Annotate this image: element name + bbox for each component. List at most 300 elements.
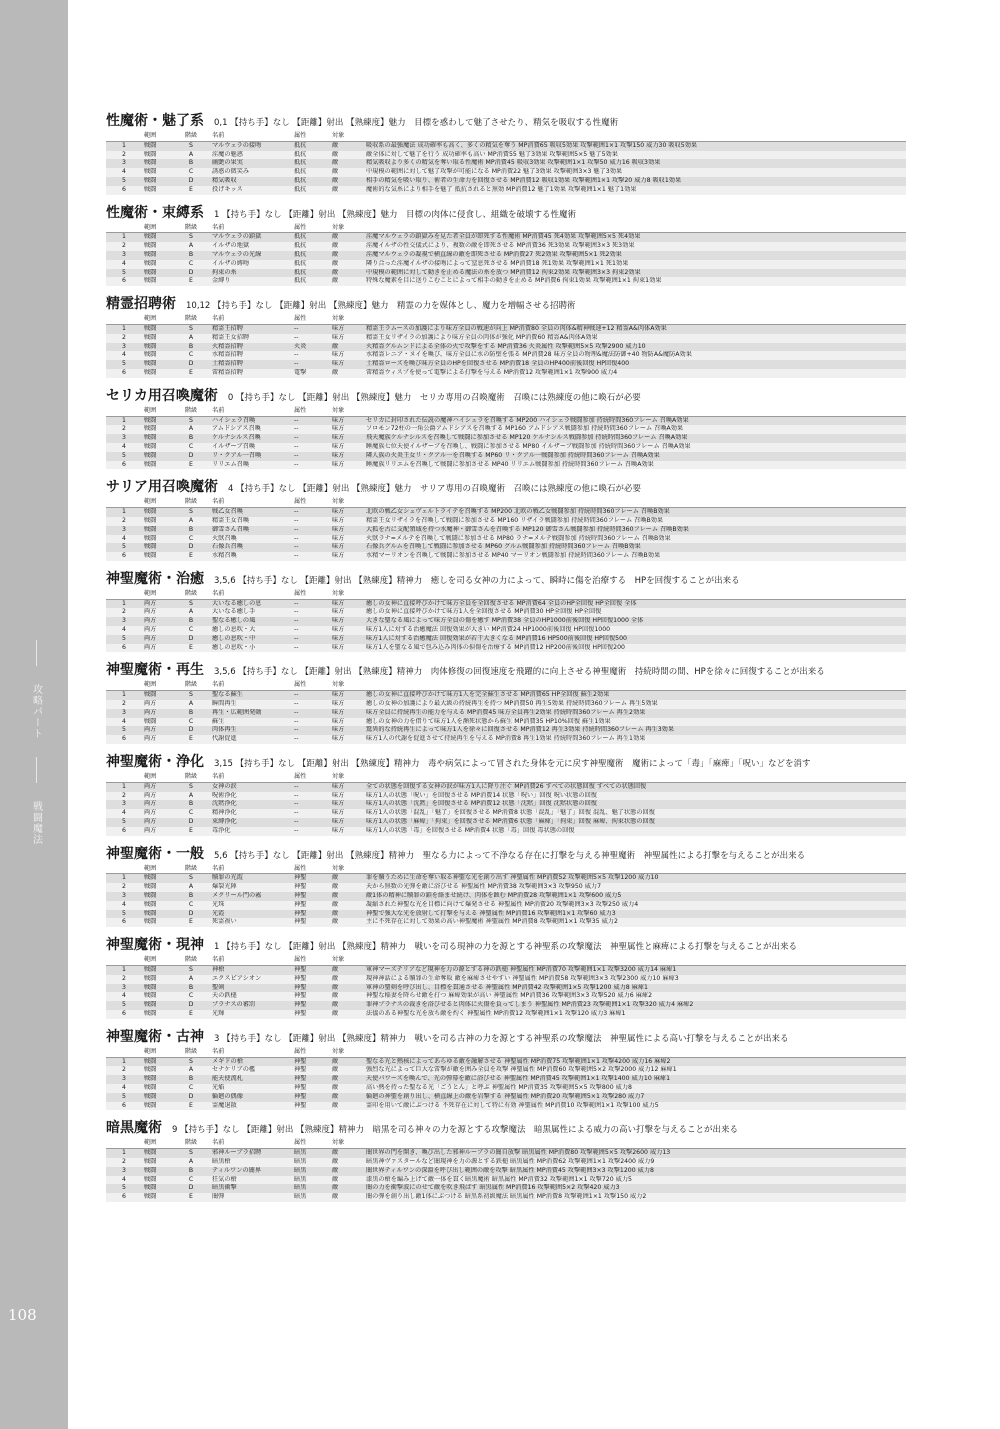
section-info: 0,1 【持ち手】なし 【距離】射出 【熟練度】魅力 目標を惑わして魅了させたり、精気を吸収する性魔術	[214, 118, 619, 128]
cell-name: 死霊祓い	[210, 918, 292, 927]
cell-desc: 強烈な光によって巨大な雷撃が敵を囲み全員を攻撃 神聖属性 MP消費60 攻撃範囲5×2 攻撃2000 威力12 麻痺1	[364, 1066, 906, 1075]
table-row	[106, 1084, 906, 1093]
cell-range: 戦闘	[142, 242, 172, 251]
cell-rank: E	[172, 369, 210, 378]
cell-range: 両方	[142, 644, 172, 653]
section-header	[106, 476, 906, 498]
cell-rank: S	[172, 233, 210, 242]
cell-range: 戦闘	[142, 269, 172, 278]
cell-no: 1	[106, 691, 142, 700]
cell-attr: --	[292, 461, 330, 470]
cell-range: 戦闘	[142, 1057, 172, 1066]
column-header-rank: 階級	[172, 407, 210, 416]
cell-name: ケルナシルス召喚	[210, 434, 292, 443]
cell-rank: S	[172, 416, 210, 425]
skill-tables	[106, 110, 906, 1209]
column-header-attr: 属性	[292, 498, 330, 507]
cell-attr: --	[292, 709, 330, 718]
cell-range: 戦闘	[142, 901, 172, 910]
cell-attr: --	[292, 599, 330, 608]
cell-name: 幽艶の果実	[210, 159, 292, 168]
cell-desc: 火獣ラナ=メルテを召喚して戦闘に参加させる MP80 ラナ=メルテ戦闘参加 持続時間360フレーム 召喚B効果	[364, 535, 906, 544]
cell-name: イルザの地獄	[210, 242, 292, 251]
cell-rank: A	[172, 608, 210, 617]
cell-rank: S	[172, 599, 210, 608]
cell-target: 敵	[330, 1075, 364, 1084]
cell-name: 火精霊招聘	[210, 343, 292, 352]
column-header-rank: 階級	[172, 681, 210, 690]
cell-name: 天の鉄槌	[210, 992, 292, 1001]
cell-attr: 神聖	[292, 883, 330, 892]
cell-rank: D	[172, 910, 210, 919]
cell-range: 戦闘	[142, 351, 172, 360]
cell-target: 敵	[330, 1176, 364, 1185]
cell-target: 敵	[330, 343, 364, 352]
cell-name: ティルワンの闇界	[210, 1167, 292, 1176]
cell-target: 敵	[330, 966, 364, 975]
cell-target: 味方	[330, 626, 364, 635]
cell-no: 6	[106, 552, 142, 561]
cell-rank: A	[172, 517, 210, 526]
table-row	[106, 260, 906, 269]
cell-rank: A	[172, 151, 210, 160]
cell-name: 御雪さん召喚	[210, 526, 292, 535]
cell-target: 味方	[330, 461, 364, 470]
cell-target: 味方	[330, 552, 364, 561]
table-row	[106, 809, 906, 818]
table-row	[106, 526, 906, 535]
cell-target: 味方	[330, 599, 364, 608]
skill-table	[106, 865, 906, 928]
cell-range: 戦闘	[142, 691, 172, 700]
cell-no: 2	[106, 1158, 142, 1167]
column-header-target: 対象	[330, 1048, 364, 1057]
cell-rank: E	[172, 552, 210, 561]
cell-name: 精霊王招聘	[210, 324, 292, 333]
cell-desc: 闇の力を衝撃波にのせて敵を吹き飛ばす 暗黒属性 MP消費16 攻撃範囲5×2 攻撃420 威力3	[364, 1184, 906, 1193]
cell-no: 1	[106, 508, 142, 517]
cell-target: 敵	[330, 883, 364, 892]
cell-desc: 聖なる光と熱核によってあらゆる敵を融解させる 神聖属性 MP消費75 攻撃範囲1×1 攻撃4200 威力16 麻痺2	[364, 1057, 906, 1066]
cell-desc: 雷精霊ウィスプを使って電撃による打撃を与える MP消費12 攻撃範囲1×1 攻撃900 威力4	[364, 369, 906, 378]
cell-range: 両方	[142, 709, 172, 718]
cell-name: リ・クアル一召喚	[210, 452, 292, 461]
cell-name: 癒しの息吹・中	[210, 635, 292, 644]
section-header	[106, 1117, 906, 1139]
cell-rank: B	[172, 343, 210, 352]
cell-no: 5	[106, 635, 142, 644]
cell-name: 沈黙浄化	[210, 800, 292, 809]
cell-attr: --	[292, 543, 330, 552]
cell-range: 両方	[142, 735, 172, 744]
column-header-range: 範囲	[142, 773, 172, 782]
cell-range: 戦闘	[142, 1184, 172, 1193]
skill-table	[106, 407, 906, 470]
cell-no: 2	[106, 242, 142, 251]
cell-target: 敵	[330, 975, 364, 984]
table-row	[106, 186, 906, 195]
cell-attr: --	[292, 635, 330, 644]
side-margin-band	[0, 0, 68, 1429]
cell-attr: 神聖	[292, 984, 330, 993]
cell-rank: B	[172, 251, 210, 260]
cell-desc: 法儀のある神聖な光を放ち敵を灼く 神聖属性 MP消費12 攻撃範囲1×1 攻撃120 威力3 麻痺1	[364, 1010, 906, 1019]
section-header	[106, 934, 906, 956]
cell-target: 味方	[330, 617, 364, 626]
cell-range: 戦闘	[142, 552, 172, 561]
cell-rank: C	[172, 351, 210, 360]
column-header-attr: 属性	[292, 773, 330, 782]
cell-target: 味方	[330, 416, 364, 425]
cell-name: 毒浄化	[210, 827, 292, 836]
cell-no: 6	[106, 735, 142, 744]
cell-target: 味方	[330, 809, 364, 818]
cell-desc: 水精霊レニア・ヌイを喚び、味方全員に水の防壁を張る MP消費28 味方全員の物理&魔法防御+40 物防A&魔防A効果	[364, 351, 906, 360]
cell-name: 暗黒槍	[210, 1158, 292, 1167]
table-header-row	[106, 681, 906, 690]
cell-desc: 軍神マーズテリアなど現神を力の源とする神の鉄槌 神聖属性 MP消費70 攻撃範囲1×1 攻撃3200 威力14 麻痺1	[364, 966, 906, 975]
cell-target: 敵	[330, 1102, 364, 1111]
cell-no: 3	[106, 159, 142, 168]
section-info: 1 【持ち手】なし 【距離】射出 【熟練度】精神力 戦いを司る現神の力を源とする神聖系の攻撃魔法 神聖属性と麻痺による打撃を与えることが出来る	[214, 942, 798, 953]
skill-section	[106, 202, 906, 287]
table-row	[106, 242, 906, 251]
table-header-row	[106, 224, 906, 233]
cell-name: メギドの槍	[210, 1057, 292, 1066]
cell-desc: 闇の弾を創り出し敵1体にぶつける 暗黒系初級魔法 暗黒属性 MP消費8 攻撃範囲1×1 攻撃150 威力2	[364, 1193, 906, 1202]
cell-desc: 味方1人に対する治癒魔法 回復効果が若干大きくなる MP消費16 HP500前後回復 HP回復500	[364, 635, 906, 644]
cell-no: 5	[106, 452, 142, 461]
section-header	[106, 202, 906, 224]
cell-target: 味方	[330, 608, 364, 617]
cell-rank: D	[172, 269, 210, 278]
cell-desc: 味方1人を聖なる風で包み込み肉体の損傷を治療する MP消費12 HP200前後回復 HP回復200	[364, 644, 906, 653]
section-title: 神聖魔術・現神	[106, 937, 204, 954]
cell-no: 6	[106, 1193, 142, 1202]
cell-attr: 神聖	[292, 1066, 330, 1075]
table-row	[106, 709, 906, 718]
cell-attr: 抵抗	[292, 141, 330, 150]
section-info: 9 【持ち手】なし 【距離】射出 【熟練度】精神力 暗黒を司る神々の力を源とする攻撃魔法 暗黒属性による威力の高い打撃を与えることが出来る	[172, 1125, 739, 1136]
table-row	[106, 1184, 906, 1193]
cell-no: 6	[106, 1010, 142, 1019]
column-header-no	[106, 498, 142, 507]
column-header-rank: 階級	[172, 590, 210, 599]
cell-attr: 抵抗	[292, 151, 330, 160]
table-row	[106, 425, 906, 434]
table-row	[106, 800, 906, 809]
table-row	[106, 535, 906, 544]
cell-no: 3	[106, 526, 142, 535]
cell-no: 1	[106, 416, 142, 425]
cell-no: 4	[106, 168, 142, 177]
cell-attr: 抵抗	[292, 269, 330, 278]
cell-desc: 精霊王女リザイラの加護により味方全員の肉体が強化 MP消費60 精霊A&肉体A効果	[364, 334, 906, 343]
cell-name: 火獣召喚	[210, 535, 292, 544]
cell-rank: S	[172, 966, 210, 975]
cell-target: 味方	[330, 735, 364, 744]
cell-name: イルザの縛吻	[210, 260, 292, 269]
cell-range: 戦闘	[142, 186, 172, 195]
cell-name: 投げキッス	[210, 186, 292, 195]
side-caption-main: 攻略パート	[30, 684, 42, 739]
cell-attr: 暗黒	[292, 1149, 330, 1158]
cell-target: 敵	[330, 1066, 364, 1075]
cell-name: 淫魔の魅惑	[210, 151, 292, 160]
cell-attr: --	[292, 452, 330, 461]
cell-range: 両方	[142, 608, 172, 617]
cell-desc: 精霊王女リザイラを召喚して戦闘に参加させる MP160 リザイラ戦闘参加 持続時間360フレーム 召喚B効果	[364, 517, 906, 526]
cell-attr: --	[292, 726, 330, 735]
column-header-desc	[364, 681, 906, 690]
cell-range: 両方	[142, 827, 172, 836]
cell-desc: 罪神プラナスの裁きを浴びせると肉体に火傷を負ってしまう 神聖属性 MP消費23 攻撃範囲1×1 攻撃320 威力4 麻痺2	[364, 1001, 906, 1010]
cell-target: 味方	[330, 818, 364, 827]
cell-range: 両方	[142, 635, 172, 644]
table-header-row	[106, 407, 906, 416]
cell-rank: B	[172, 800, 210, 809]
cell-desc: ソロモン72柱の一角公爵アムドシアスを召喚する MP160 アムドシアス戦闘参加 持続時間360フレーム 召喚A効果	[364, 425, 906, 434]
cell-desc: 北欧の戦乙女シュヴェルトライテを召喚する MP200 北欧の戦乙女戦闘参加 持続時間360フレーム 召喚B効果	[364, 508, 906, 517]
cell-desc: 睡魔族七位天使イルザーブを召喚し、戦闘に参加させる MP80 イルザーブ戦闘参加 持続時間360フレーム 召喚A効果	[364, 443, 906, 452]
column-header-name: 名前	[210, 1048, 292, 1057]
table-row	[106, 617, 906, 626]
cell-attr: 抵抗	[292, 251, 330, 260]
column-header-attr: 属性	[292, 315, 330, 324]
cell-desc: 精霊王ラムースの加護により味方全員の戦速が向上 MP消費80 全員の肉体&精神戦速+12 精霊A&肉体A効果	[364, 324, 906, 333]
cell-no: 5	[106, 360, 142, 369]
cell-name: プラナスの審罰	[210, 1001, 292, 1010]
cell-rank: B	[172, 434, 210, 443]
cell-desc: セリカに封印された伝説の魔神ハイシェラを召喚する MP200 ハイシェラ戦闘参加 持続時間360フレーム 召喚A効果	[364, 416, 906, 425]
cell-desc: 癒しの女神に直接呼びかけて味方1人を全回復させる MP消費30 HP全回復 HP全回復	[364, 608, 906, 617]
section-info: 10,12 【持ち手】なし 【距離】射出 【熟練度】魅力 精霊の力を媒体とし、魔力を増幅させる招聘術	[186, 301, 576, 312]
cell-rank: A	[172, 1066, 210, 1075]
cell-name: リリエム召喚	[210, 461, 292, 470]
cell-rank: A	[172, 792, 210, 801]
cell-attr: 神聖	[292, 1010, 330, 1019]
table-row	[106, 782, 906, 791]
cell-no: 6	[106, 186, 142, 195]
cell-name: 再生・広範囲発動	[210, 709, 292, 718]
cell-range: 両方	[142, 726, 172, 735]
cell-attr: 抵抗	[292, 233, 330, 242]
cell-rank: C	[172, 626, 210, 635]
cell-attr: 抵抗	[292, 177, 330, 186]
cell-desc: 罪を贖うために生命を奪い取る神聖な光を創り出す 神聖属性 MP消費52 攻撃範囲5×5 攻撃1200 威力10	[364, 874, 906, 883]
cell-name: 能天使流札	[210, 1075, 292, 1084]
cell-range: 戦闘	[142, 975, 172, 984]
cell-name: 瞬間再生	[210, 700, 292, 709]
cell-name: 精神浄化	[210, 809, 292, 818]
column-header-attr: 属性	[292, 224, 330, 233]
table-row	[106, 1176, 906, 1185]
cell-attr: --	[292, 526, 330, 535]
cell-rank: S	[172, 782, 210, 791]
table-row	[106, 508, 906, 517]
table-row	[106, 910, 906, 919]
cell-rank: S	[172, 508, 210, 517]
column-header-name: 名前	[210, 1139, 292, 1148]
cell-desc: 味方1人の代謝を促進させて持続再生を与える MP消費8 再生1効果 持続時間360フレーム 再生1効果	[364, 735, 906, 744]
table-row	[106, 360, 906, 369]
table-header-row	[106, 132, 906, 141]
cell-name: 狂気の槍	[210, 1176, 292, 1185]
section-info: 3,15 【持ち手】なし 【距離】射出 【熟練度】精神力 毒や病気によって冒された身体を元に戻す神聖魔術 魔術によって「毒」「麻痺」「呪い」などを消す	[214, 759, 811, 770]
cell-name: 聖なる蘇生	[210, 691, 292, 700]
column-header-desc	[364, 956, 906, 965]
cell-target: 味方	[330, 726, 364, 735]
skill-section	[106, 843, 906, 928]
column-header-name: 名前	[210, 681, 292, 690]
table-row	[106, 608, 906, 617]
cell-range: 戦闘	[142, 324, 172, 333]
cell-target: 敵	[330, 141, 364, 150]
cell-name: 光焔	[210, 1084, 292, 1093]
cell-attr: --	[292, 644, 330, 653]
column-header-no	[106, 590, 142, 599]
table-row	[106, 1167, 906, 1176]
cell-range: 両方	[142, 818, 172, 827]
skill-section	[106, 385, 906, 470]
cell-desc: 霊印を用いて敵にぶつける 不死存在に対して特に有効 神聖属性 MP消費10 攻撃範囲1×1 攻撃100 威力5	[364, 1102, 906, 1111]
cell-name: 霊魔退散	[210, 1102, 292, 1111]
cell-name: 邪神ルーブラ招聘	[210, 1149, 292, 1158]
cell-range: 戦闘	[142, 1001, 172, 1010]
cell-no: 5	[106, 818, 142, 827]
cell-no: 5	[106, 177, 142, 186]
cell-no: 2	[106, 517, 142, 526]
cell-no: 1	[106, 324, 142, 333]
cell-target: 味方	[330, 517, 364, 526]
cell-target: 味方	[330, 425, 364, 434]
cell-desc: 癒しの女神に直接呼びかけて味方全員を全回復させる MP消費64 全員のHP全回復 HP全回復 全体	[364, 599, 906, 608]
side-caption-sub: 戦闘魔法	[30, 801, 42, 845]
cell-range: 両方	[142, 809, 172, 818]
cell-attr: --	[292, 535, 330, 544]
cell-name: メクリール門の霧	[210, 892, 292, 901]
cell-rank: A	[172, 242, 210, 251]
column-header-attr: 属性	[292, 956, 330, 965]
cell-name: 暗黒衝撃	[210, 1184, 292, 1193]
column-header-no	[106, 956, 142, 965]
cell-rank: A	[172, 883, 210, 892]
cell-attr: 神聖	[292, 901, 330, 910]
column-header-no	[106, 224, 142, 233]
section-header	[106, 110, 906, 132]
cell-rank: S	[172, 691, 210, 700]
cell-target: 味方	[330, 535, 364, 544]
cell-rank: D	[172, 360, 210, 369]
cell-desc: 中規模の範囲に対して動きを止める魔法の糸を放つ MP消費12 拘束2効果 攻撃範囲3×3 拘束2効果	[364, 269, 906, 278]
cell-rank: B	[172, 1075, 210, 1084]
column-header-range: 範囲	[142, 1048, 172, 1057]
table-row	[106, 443, 906, 452]
cell-name: 石像兵召喚	[210, 543, 292, 552]
table-row	[106, 1010, 906, 1019]
cell-range: 両方	[142, 792, 172, 801]
cell-attr: --	[292, 425, 330, 434]
cell-target: 味方	[330, 334, 364, 343]
column-header-rank: 階級	[172, 773, 210, 782]
cell-no: 5	[106, 269, 142, 278]
cell-desc: 癒しの女神の加護により最大級の持続再生を持つ MP消費50 再生5効果 持続時間360フレーム 再生5効果	[364, 700, 906, 709]
skill-section	[106, 1117, 906, 1202]
cell-attr: --	[292, 351, 330, 360]
cell-target: 敵	[330, 992, 364, 1001]
skill-section	[106, 659, 906, 744]
cell-name: 精気吸収	[210, 177, 292, 186]
cell-target: 敵	[330, 1057, 364, 1066]
cell-no: 1	[106, 599, 142, 608]
cell-rank: E	[172, 1102, 210, 1111]
cell-range: 戦闘	[142, 1193, 172, 1202]
cell-name: 誘惑の微笑み	[210, 168, 292, 177]
section-header	[106, 568, 906, 590]
skill-table	[106, 498, 906, 561]
table-row	[106, 177, 906, 186]
cell-attr: 神聖	[292, 918, 330, 927]
table-header-row	[106, 1139, 906, 1148]
cell-desc: 大きな聖なる風によって味方全員の傷を癒す MP消費38 全員のHP1000前後回復 HP回復1000 全体	[364, 617, 906, 626]
cell-desc: 魔術的な気糸により相手を魅了 抵抗されると無効 MP消費12 魅了1効果 攻撃範囲1×1 魅了1効果	[364, 186, 906, 195]
cell-rank: S	[172, 324, 210, 333]
cell-rank: E	[172, 186, 210, 195]
table-row	[106, 644, 906, 653]
table-header-row	[106, 498, 906, 507]
cell-desc: 相手の精気を吸い取り、術者の生命力を回復させる MP消費12 吸収1効果 攻撃範囲1×1 攻撃20 威力8 吸収1効果	[364, 177, 906, 186]
cell-target: 味方	[330, 526, 364, 535]
column-header-name: 名前	[210, 590, 292, 599]
table-row	[106, 691, 906, 700]
cell-name: 光珠	[210, 901, 292, 910]
table-row	[106, 735, 906, 744]
column-header-rank: 階級	[172, 865, 210, 874]
column-header-rank: 階級	[172, 1048, 210, 1057]
cell-range: 戦闘	[142, 883, 172, 892]
column-header-range: 範囲	[142, 865, 172, 874]
skill-section	[106, 293, 906, 378]
cell-desc: 驚異的な持続再生によって味方1人を徐々に回復させる MP消費12 再生3効果 持続時間360フレーム 再生3効果	[364, 726, 906, 735]
cell-desc: 隣人族の火炎王女リ・クアル一を召喚する MP60 リ・クアル一戦闘参加 持続時間360フレーム 召喚A効果	[364, 452, 906, 461]
cell-target: 敵	[330, 168, 364, 177]
table-row	[106, 700, 906, 709]
cell-name: 土精霊招聘	[210, 360, 292, 369]
column-header-range: 範囲	[142, 407, 172, 416]
cell-name: 呪術浄化	[210, 792, 292, 801]
skill-table	[106, 1139, 906, 1202]
section-header	[106, 385, 906, 407]
cell-attr: 神聖	[292, 1075, 330, 1084]
cell-attr: --	[292, 735, 330, 744]
column-header-target: 対象	[330, 681, 364, 690]
cell-target: 敵	[330, 910, 364, 919]
cell-attr: --	[292, 818, 330, 827]
cell-target: 敵	[330, 260, 364, 269]
cell-attr: 抵抗	[292, 277, 330, 286]
table-row	[106, 351, 906, 360]
cell-target: 味方	[330, 644, 364, 653]
cell-desc: 高い熱を持った聖なる光「ごうとん」と呼ぶ 神聖属性 MP消費35 攻撃範囲5×5 攻撃800 威力8	[364, 1084, 906, 1093]
section-info: 3,5,6 【持ち手】なし 【距離】射出 【熟練度】精神力 肉体修復の回復速度を飛躍的に向上させる神聖魔術 持続時間の間、HPを徐々に回復することが出来る	[214, 667, 825, 678]
cell-name: 輪廻の偶像	[210, 1093, 292, 1102]
cell-rank: B	[172, 617, 210, 626]
cell-range: 戦闘	[142, 874, 172, 883]
cell-rank: C	[172, 260, 210, 269]
cell-range: 戦闘	[142, 984, 172, 993]
column-header-desc	[364, 1048, 906, 1057]
cell-target: 敵	[330, 1158, 364, 1167]
